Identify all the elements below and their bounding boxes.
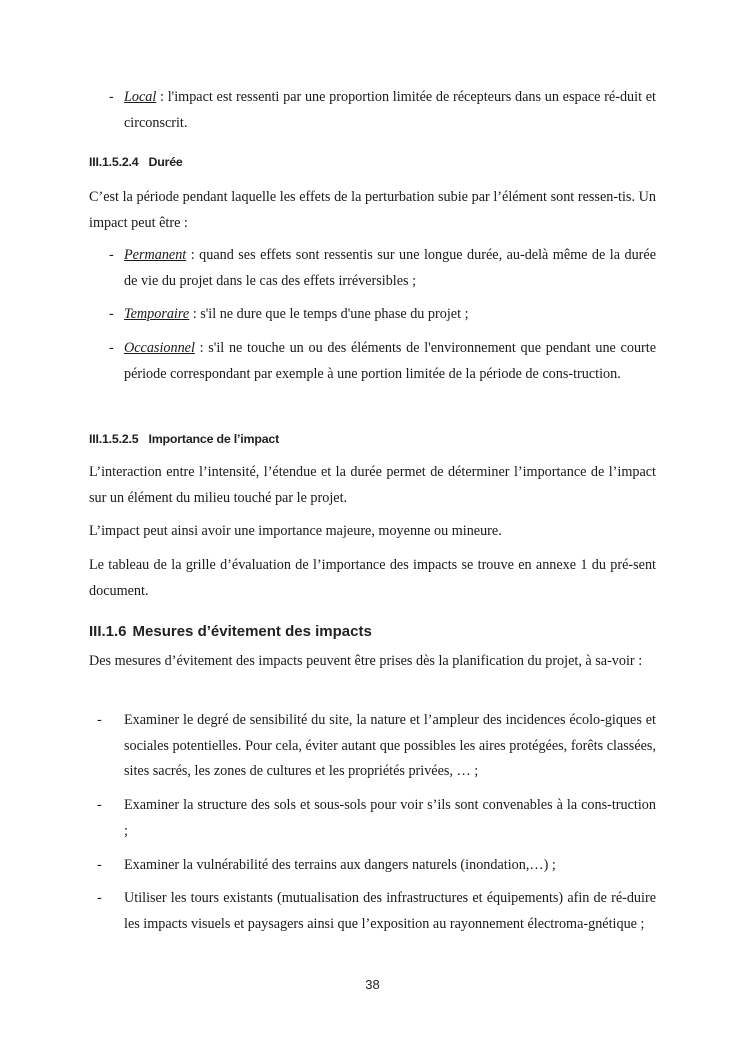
heading-title: Mesures d’évitement des impacts — [132, 623, 372, 640]
heading-duree — [89, 155, 183, 169]
list-dash: - — [109, 247, 114, 263]
list-dash: - — [109, 89, 114, 105]
term-local: Local — [124, 89, 157, 105]
list-dash: - — [109, 340, 114, 356]
paragraph-duree-intro: C’est la période pendant laquelle les effets de la perturbation subie par l’élément sont ressen-tis. Un impact peut être : — [89, 189, 656, 231]
paragraph-mesures-intro: Des mesures d’évitement des impacts peuvent être prises dès la planification du projet, à sa-voir : — [89, 653, 643, 669]
page-number: 38 — [365, 977, 380, 992]
heading-title: Durée — [148, 155, 183, 169]
list-item-mesure-4: Utiliser les tours existants (mutualisation des infrastructures et équipements) afin de ré-duire les impacts visuels et paysagers ainsi que l’exposition au rayonnement électroma-gnétique ; — [124, 890, 656, 932]
list-item-mesure-3: Examiner la vulnérabilité des terrains aux dangers naturels (inondation,…) ; — [124, 857, 556, 873]
paragraph-importance-3: Le tableau de la grille d’évaluation de l’importance des impacts se trouve en annexe 1 du pré-sent document. — [89, 557, 656, 599]
heading-importance — [89, 432, 279, 446]
list-item-local — [124, 85, 656, 136]
item-text: : l'impact est ressenti par une proportion limitée de récepteurs dans un espace ré-duit et circonscrit. — [124, 89, 656, 131]
list-item-mesure-2: Examiner la structure des sols et sous-sols pour voir s’ils sont convenables à la cons-truction ; — [124, 797, 656, 839]
item-text: : s'il ne dure que le temps d'une phase du projet ; — [189, 306, 469, 322]
list-item-permanent — [124, 243, 656, 294]
list-item-temporaire — [124, 302, 656, 328]
list-dash: - — [97, 797, 102, 813]
item-text: : s'il ne touche un ou des éléments de l'environnement que pendant une courte période correspondant par exemple à une portion limitée de la période de cons-truction. — [124, 340, 656, 382]
paragraph-importance-2: L’impact peut ainsi avoir une importance majeure, moyenne ou mineure. — [89, 523, 502, 539]
heading-title: Importance de l’impact — [148, 432, 280, 446]
term-occasionnel: Occasionnel — [124, 340, 195, 356]
term-permanent: Permanent — [124, 247, 187, 263]
heading-number: III.1.6 — [89, 623, 127, 640]
list-dash: - — [109, 306, 114, 322]
heading-number: III.1.5.2.4 — [89, 155, 139, 169]
list-dash: - — [97, 712, 102, 728]
heading-mesures — [89, 623, 372, 640]
list-item-occasionnel — [124, 336, 656, 387]
item-text: : quand ses effets sont ressentis sur une longue durée, au-delà même de la durée de vie du projet dans le cas des effets irréversibles ; — [124, 247, 656, 289]
paragraph-importance-1: L’interaction entre l’intensité, l’étendue et la durée permet de déterminer l’importance de l’impact sur un élément du milieu touché par le projet. — [89, 464, 656, 506]
term-temporaire: Temporaire — [124, 306, 190, 322]
list-item-mesure-1: Examiner le degré de sensibilité du site, la nature et l’ampleur des incidences écolo-giques et sociales potentielles. Pour cela, éviter autant que possibles les aires protégées, forêts classées, sites sacrés, les zones de cultures et les propriétés privées, … ; — [124, 712, 656, 779]
list-dash: - — [97, 890, 102, 906]
list-dash: - — [97, 857, 102, 873]
heading-number: III.1.5.2.5 — [89, 432, 139, 446]
